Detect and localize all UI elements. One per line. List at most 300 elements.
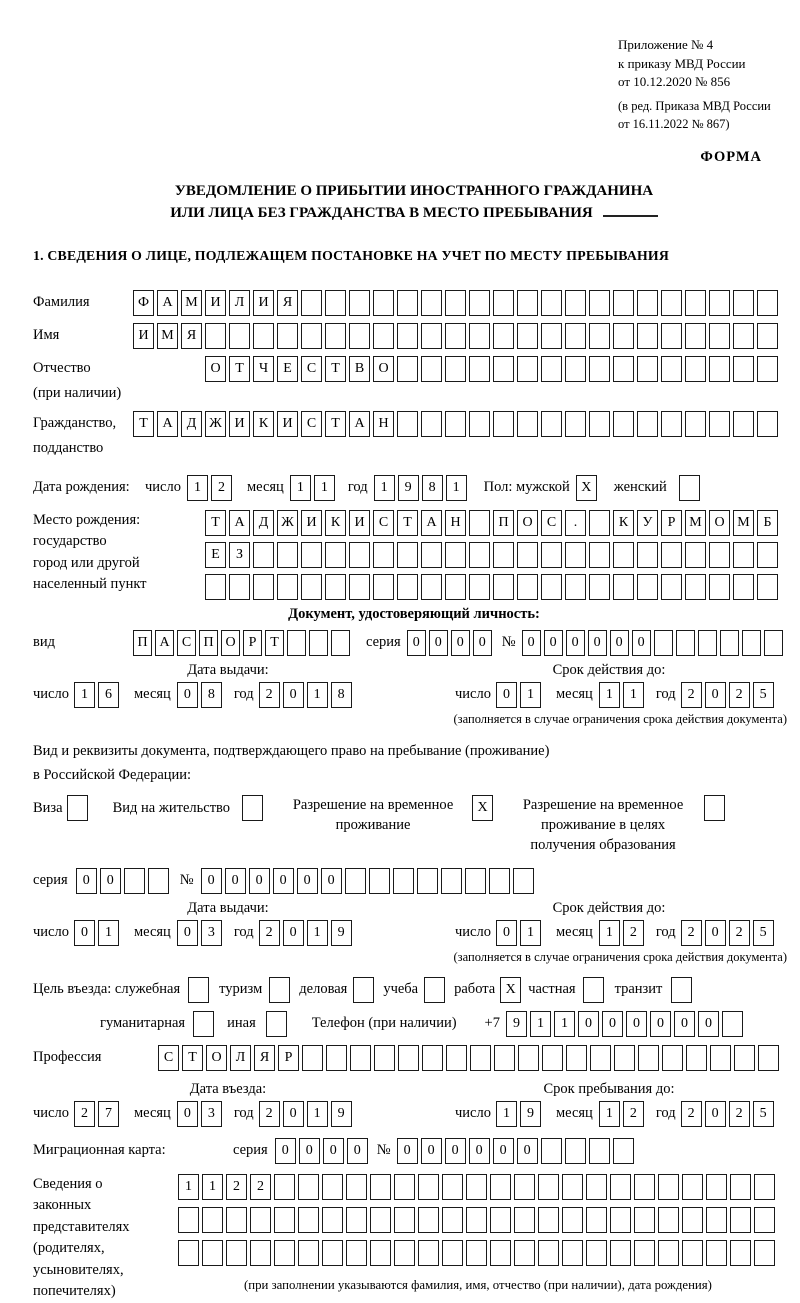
char-cell[interactable]: 2 [729,682,750,708]
char-cell[interactable] [373,290,394,316]
char-cell[interactable] [706,1207,727,1233]
char-cell[interactable] [709,411,730,437]
char-cell[interactable]: О [517,510,538,536]
char-cell[interactable] [226,1207,247,1233]
issue-day-boxes[interactable] [74,682,122,708]
char-cell[interactable]: К [253,411,274,437]
char-cell[interactable] [613,542,634,568]
char-cell[interactable] [614,1045,635,1071]
doc-series-boxes[interactable] [407,630,495,656]
char-cell[interactable]: 1 [98,920,119,946]
char-cell[interactable]: 0 [632,630,651,656]
char-cell[interactable] [421,290,442,316]
char-cell[interactable] [325,574,346,600]
char-cell[interactable] [720,630,739,656]
char-cell[interactable]: 0 [321,868,342,894]
expiry-day-boxes[interactable] [496,682,544,708]
char-cell[interactable] [178,1240,199,1266]
char-cell[interactable] [446,1045,467,1071]
issue-month-boxes[interactable] [177,682,225,708]
char-cell[interactable] [661,290,682,316]
char-cell[interactable]: 0 [283,1101,304,1127]
char-cell[interactable] [442,1174,463,1200]
char-cell[interactable] [757,323,778,349]
char-cell[interactable]: 0 [705,920,726,946]
char-cell[interactable] [566,1045,587,1071]
residence-expiry-day-boxes[interactable] [496,920,544,946]
char-cell[interactable] [610,1240,631,1266]
char-cell[interactable]: Р [278,1045,299,1071]
char-cell[interactable] [538,1240,559,1266]
stay-day-boxes[interactable] [496,1101,544,1127]
char-cell[interactable] [517,323,538,349]
char-cell[interactable]: 5 [753,920,774,946]
char-cell[interactable] [637,411,658,437]
char-cell[interactable]: А [229,510,250,536]
char-cell[interactable] [370,1240,391,1266]
birthplace-boxes-row1[interactable] [205,510,781,536]
char-cell[interactable] [685,356,706,382]
char-cell[interactable] [661,574,682,600]
char-cell[interactable] [706,1174,727,1200]
char-cell[interactable] [301,290,322,316]
checkbox-official[interactable] [188,977,212,1003]
char-cell[interactable]: 2 [681,682,702,708]
char-cell[interactable] [586,1240,607,1266]
doc-number-boxes[interactable] [522,630,786,656]
char-cell[interactable] [733,411,754,437]
char-cell[interactable]: Л [230,1045,251,1071]
char-cell[interactable] [350,1045,371,1071]
char-cell[interactable]: Т [205,510,226,536]
char-cell[interactable] [662,1045,683,1071]
char-cell[interactable] [565,542,586,568]
char-cell[interactable] [682,1174,703,1200]
char-cell[interactable] [394,1174,415,1200]
char-cell[interactable] [704,795,725,821]
checkbox-temp-residence-education[interactable] [704,795,728,821]
char-cell[interactable] [661,356,682,382]
char-cell[interactable]: 0 [473,630,492,656]
char-cell[interactable] [417,868,438,894]
char-cell[interactable] [658,1207,679,1233]
entry-year-boxes[interactable] [259,1101,355,1127]
char-cell[interactable] [517,542,538,568]
char-cell[interactable] [586,1207,607,1233]
char-cell[interactable]: Ж [277,510,298,536]
char-cell[interactable]: С [541,510,562,536]
checkbox-study[interactable] [424,977,448,1003]
char-cell[interactable] [541,290,562,316]
char-cell[interactable] [541,356,562,382]
char-cell[interactable] [469,542,490,568]
char-cell[interactable]: 1 [599,1101,620,1127]
char-cell[interactable] [226,1240,247,1266]
char-cell[interactable] [301,542,322,568]
char-cell[interactable] [610,1174,631,1200]
char-cell[interactable] [565,290,586,316]
checkbox-tourism[interactable] [269,977,293,1003]
char-cell[interactable] [301,323,322,349]
char-cell[interactable]: 8 [201,682,222,708]
char-cell[interactable]: 0 [177,682,198,708]
char-cell[interactable] [682,1207,703,1233]
checkbox-humanitarian[interactable] [193,1011,217,1037]
residence-issue-day-boxes[interactable] [74,920,122,946]
char-cell[interactable]: Т [182,1045,203,1071]
char-cell[interactable]: 0 [76,868,97,894]
char-cell[interactable]: И [277,411,298,437]
char-cell[interactable] [469,290,490,316]
char-cell[interactable] [590,1045,611,1071]
birth-year-boxes[interactable] [374,475,470,501]
char-cell[interactable] [613,411,634,437]
representatives-boxes-row1[interactable] [178,1174,778,1200]
char-cell[interactable] [754,1174,775,1200]
char-cell[interactable]: 8 [331,682,352,708]
char-cell[interactable]: И [349,510,370,536]
char-cell[interactable] [565,411,586,437]
char-cell[interactable]: 2 [259,1101,280,1127]
char-cell[interactable]: В [349,356,370,382]
char-cell[interactable]: 1 [623,682,644,708]
char-cell[interactable]: Н [373,411,394,437]
char-cell[interactable] [565,574,586,600]
char-cell[interactable] [345,868,366,894]
char-cell[interactable] [613,1138,634,1164]
char-cell[interactable] [193,1011,214,1037]
char-cell[interactable]: А [155,630,174,656]
char-cell[interactable] [466,1207,487,1233]
char-cell[interactable]: 1 [178,1174,199,1200]
char-cell[interactable]: 0 [275,1138,296,1164]
char-cell[interactable]: 1 [530,1011,551,1037]
char-cell[interactable]: 2 [623,920,644,946]
residence-series-boxes[interactable] [76,868,172,894]
checkbox-other-purpose[interactable] [266,1011,290,1037]
char-cell[interactable] [346,1207,367,1233]
char-cell[interactable] [541,1138,562,1164]
char-cell[interactable] [514,1174,535,1200]
char-cell[interactable] [637,574,658,600]
char-cell[interactable] [589,542,610,568]
char-cell[interactable] [373,542,394,568]
char-cell[interactable]: М [157,323,178,349]
char-cell[interactable] [397,356,418,382]
char-cell[interactable]: 0 [517,1138,538,1164]
char-cell[interactable]: 0 [323,1138,344,1164]
char-cell[interactable]: 0 [566,630,585,656]
residence-issue-month-boxes[interactable] [177,920,225,946]
char-cell[interactable] [514,1207,535,1233]
char-cell[interactable]: 1 [599,920,620,946]
char-cell[interactable] [757,290,778,316]
char-cell[interactable] [685,542,706,568]
char-cell[interactable]: О [205,356,226,382]
char-cell[interactable]: 0 [493,1138,514,1164]
char-cell[interactable] [538,1174,559,1200]
char-cell[interactable] [757,574,778,600]
char-cell[interactable] [565,1138,586,1164]
char-cell[interactable] [493,542,514,568]
char-cell[interactable]: 2 [259,920,280,946]
char-cell[interactable] [418,1240,439,1266]
char-cell[interactable]: 0 [496,920,517,946]
char-cell[interactable] [517,356,538,382]
char-cell[interactable] [274,1174,295,1200]
char-cell[interactable]: 0 [177,1101,198,1127]
char-cell[interactable] [148,868,169,894]
char-cell[interactable] [394,1207,415,1233]
char-cell[interactable]: 5 [753,1101,774,1127]
char-cell[interactable] [517,411,538,437]
char-cell[interactable] [269,977,290,1003]
checkbox-transit[interactable] [671,977,695,1003]
char-cell[interactable] [445,356,466,382]
char-cell[interactable]: 1 [446,475,467,501]
char-cell[interactable] [325,323,346,349]
char-cell[interactable] [754,1240,775,1266]
char-cell[interactable]: 6 [98,682,119,708]
char-cell[interactable] [266,1011,287,1037]
char-cell[interactable] [445,411,466,437]
char-cell[interactable] [205,574,226,600]
char-cell[interactable]: М [733,510,754,536]
char-cell[interactable]: 1 [307,920,328,946]
char-cell[interactable]: 9 [520,1101,541,1127]
patronymic-boxes[interactable] [205,356,781,382]
char-cell[interactable] [586,1174,607,1200]
char-cell[interactable] [757,356,778,382]
char-cell[interactable] [613,290,634,316]
char-cell[interactable] [494,1045,515,1071]
char-cell[interactable] [370,1207,391,1233]
char-cell[interactable] [518,1045,539,1071]
char-cell[interactable]: 7 [98,1101,119,1127]
char-cell[interactable]: 1 [307,1101,328,1127]
char-cell[interactable]: А [157,411,178,437]
char-cell[interactable] [709,323,730,349]
char-cell[interactable] [466,1240,487,1266]
char-cell[interactable] [322,1174,343,1200]
char-cell[interactable]: 9 [331,920,352,946]
char-cell[interactable] [274,1240,295,1266]
char-cell[interactable] [513,868,534,894]
char-cell[interactable]: 1 [187,475,208,501]
residence-issue-year-boxes[interactable] [259,920,355,946]
char-cell[interactable]: С [301,411,322,437]
citizenship-boxes[interactable] [133,411,781,437]
checkbox-female[interactable] [679,475,703,501]
char-cell[interactable]: 0 [610,630,629,656]
char-cell[interactable] [424,977,445,1003]
char-cell[interactable]: 0 [496,682,517,708]
char-cell[interactable] [671,977,692,1003]
char-cell[interactable] [589,510,610,536]
char-cell[interactable] [733,574,754,600]
char-cell[interactable]: 1 [290,475,311,501]
char-cell[interactable]: У [637,510,658,536]
char-cell[interactable]: 0 [451,630,470,656]
char-cell[interactable] [709,290,730,316]
stay-year-boxes[interactable] [681,1101,777,1127]
char-cell[interactable] [229,574,250,600]
char-cell[interactable] [613,356,634,382]
char-cell[interactable] [734,1045,755,1071]
char-cell[interactable] [298,1207,319,1233]
char-cell[interactable] [441,868,462,894]
char-cell[interactable]: 0 [297,868,318,894]
char-cell[interactable] [398,1045,419,1071]
char-cell[interactable] [757,411,778,437]
char-cell[interactable] [277,323,298,349]
char-cell[interactable] [250,1207,271,1233]
entry-day-boxes[interactable] [74,1101,122,1127]
char-cell[interactable] [542,1045,563,1071]
char-cell[interactable] [742,630,761,656]
char-cell[interactable]: О [709,510,730,536]
char-cell[interactable] [353,977,374,1003]
char-cell[interactable] [565,356,586,382]
mc-number-boxes[interactable] [397,1138,637,1164]
doc-type-boxes[interactable] [133,630,353,656]
char-cell[interactable] [661,542,682,568]
char-cell[interactable] [589,1138,610,1164]
char-cell[interactable] [445,542,466,568]
char-cell[interactable] [421,323,442,349]
char-cell[interactable]: Т [397,510,418,536]
char-cell[interactable]: 0 [299,1138,320,1164]
char-cell[interactable]: 0 [177,920,198,946]
char-cell[interactable] [397,574,418,600]
char-cell[interactable] [493,574,514,600]
char-cell[interactable] [517,574,538,600]
char-cell[interactable]: И [301,510,322,536]
char-cell[interactable] [445,323,466,349]
char-cell[interactable]: 0 [421,1138,442,1164]
char-cell[interactable] [589,323,610,349]
char-cell[interactable] [298,1174,319,1200]
char-cell[interactable] [686,1045,707,1071]
char-cell[interactable] [634,1174,655,1200]
char-cell[interactable]: 2 [250,1174,271,1200]
char-cell[interactable] [661,411,682,437]
char-cell[interactable] [322,1240,343,1266]
char-cell[interactable] [493,323,514,349]
char-cell[interactable] [418,1207,439,1233]
char-cell[interactable] [562,1240,583,1266]
char-cell[interactable]: 5 [753,682,774,708]
char-cell[interactable]: 0 [650,1011,671,1037]
char-cell[interactable]: 0 [674,1011,695,1037]
char-cell[interactable]: О [373,356,394,382]
char-cell[interactable] [541,542,562,568]
char-cell[interactable] [730,1240,751,1266]
char-cell[interactable] [682,1240,703,1266]
checkbox-business[interactable] [353,977,377,1003]
char-cell[interactable]: И [133,323,154,349]
char-cell[interactable]: 2 [211,475,232,501]
char-cell[interactable] [661,323,682,349]
char-cell[interactable] [685,411,706,437]
char-cell[interactable]: И [205,290,226,316]
char-cell[interactable]: 0 [347,1138,368,1164]
char-cell[interactable]: 1 [374,475,395,501]
char-cell[interactable] [205,323,226,349]
char-cell[interactable] [676,630,695,656]
char-cell[interactable]: Т [229,356,250,382]
char-cell[interactable]: Ф [133,290,154,316]
char-cell[interactable]: 9 [398,475,419,501]
char-cell[interactable] [421,542,442,568]
char-cell[interactable]: 0 [588,630,607,656]
char-cell[interactable]: 0 [544,630,563,656]
char-cell[interactable] [325,542,346,568]
char-cell[interactable] [541,323,562,349]
char-cell[interactable]: М [181,290,202,316]
char-cell[interactable] [178,1207,199,1233]
char-cell[interactable] [250,1240,271,1266]
char-cell[interactable] [397,411,418,437]
char-cell[interactable] [393,868,414,894]
char-cell[interactable]: 1 [554,1011,575,1037]
char-cell[interactable]: П [133,630,152,656]
char-cell[interactable]: 2 [729,1101,750,1127]
char-cell[interactable] [309,630,328,656]
char-cell[interactable]: Р [661,510,682,536]
char-cell[interactable] [706,1240,727,1266]
char-cell[interactable]: Т [133,411,154,437]
char-cell[interactable] [613,574,634,600]
char-cell[interactable] [322,1207,343,1233]
char-cell[interactable] [637,290,658,316]
char-cell[interactable]: 0 [522,630,541,656]
char-cell[interactable] [634,1207,655,1233]
profession-boxes[interactable] [158,1045,782,1071]
issue-year-boxes[interactable] [259,682,355,708]
char-cell[interactable] [709,574,730,600]
char-cell[interactable] [733,542,754,568]
char-cell[interactable] [370,1174,391,1200]
char-cell[interactable]: . [565,510,586,536]
char-cell[interactable] [394,1240,415,1266]
char-cell[interactable]: 2 [681,920,702,946]
char-cell[interactable] [202,1240,223,1266]
char-cell[interactable] [698,630,717,656]
char-cell[interactable]: С [177,630,196,656]
char-cell[interactable] [733,356,754,382]
char-cell[interactable]: 0 [74,920,95,946]
char-cell[interactable] [589,411,610,437]
char-cell[interactable] [373,574,394,600]
char-cell[interactable] [421,411,442,437]
char-cell[interactable]: К [325,510,346,536]
char-cell[interactable]: Е [277,356,298,382]
char-cell[interactable] [274,1207,295,1233]
char-cell[interactable]: 0 [429,630,448,656]
char-cell[interactable] [202,1207,223,1233]
char-cell[interactable] [469,574,490,600]
char-cell[interactable] [709,542,730,568]
char-cell[interactable]: 0 [249,868,270,894]
char-cell[interactable] [490,1240,511,1266]
char-cell[interactable] [757,542,778,568]
char-cell[interactable]: Я [181,323,202,349]
char-cell[interactable] [758,1045,779,1071]
checkbox-work[interactable] [500,977,524,1003]
char-cell[interactable]: 1 [202,1174,223,1200]
char-cell[interactable] [754,1207,775,1233]
